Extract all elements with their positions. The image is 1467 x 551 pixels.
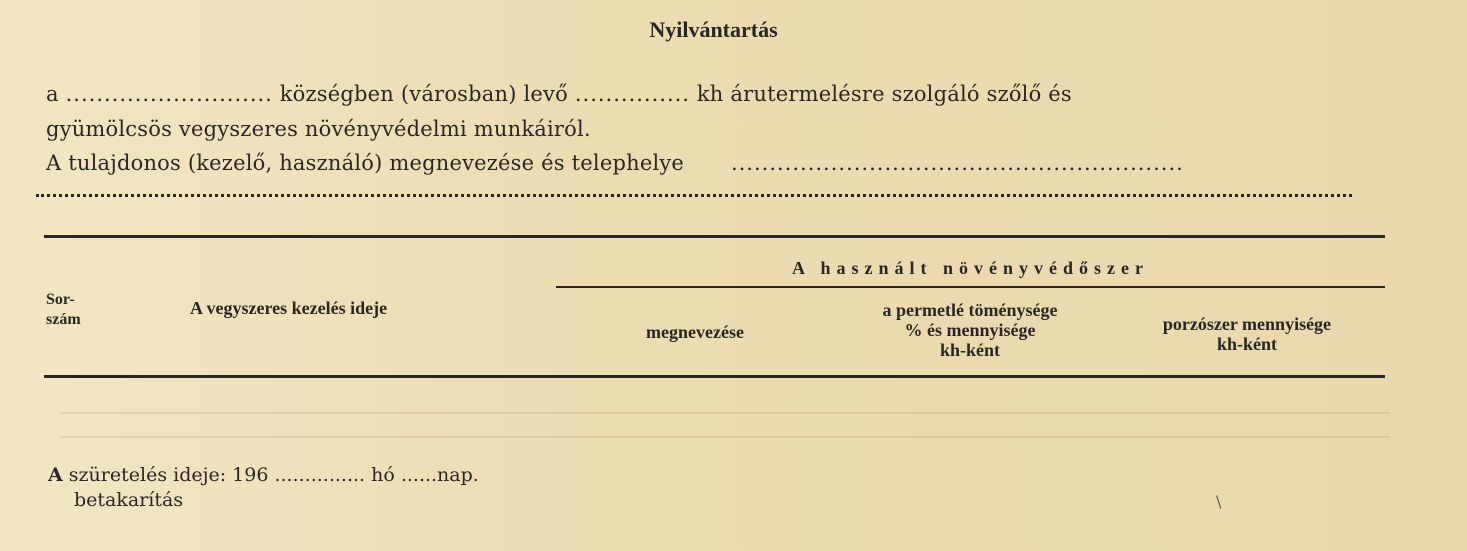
harvest-line — [48, 464, 479, 486]
header-kezeles-ideje: A vegyszeres kezelés ideje — [190, 298, 388, 318]
blank-owner-continued[interactable] — [36, 180, 1352, 197]
harvest-lead: A — [48, 464, 63, 486]
table-ruled-line — [60, 436, 1390, 438]
header-permetle: a permetlé töménysége % és mennyisége kh-ként — [882, 300, 1058, 360]
table-top-rule — [44, 235, 1385, 238]
header-sorszam-text: Sor- szám — [46, 291, 81, 328]
table-header-bottom-rule — [44, 375, 1385, 378]
page-title: Nyilvántartás — [649, 17, 778, 42]
blank-municipality[interactable]: ........................... — [65, 82, 273, 106]
intro-a: a — [46, 82, 59, 106]
header-porzoszer: porzószer mennyisége kh-ként — [1162, 314, 1332, 354]
header-novenyvedoszer: A használt növényvédőszer — [792, 258, 1149, 278]
header-megnevezese: megnevezése — [646, 322, 744, 342]
intro-line-2: gyümölcsös vegyszeres növényvédelmi munkáiról. — [46, 117, 591, 141]
owner-label: A tulajdonos (kezelő, használó) megnevezése és telephelye — [46, 151, 685, 175]
blank-owner[interactable]: ........................................................... — [730, 151, 1184, 175]
intro-line-3 — [46, 151, 1184, 175]
harvest-text[interactable]: szüretelés ideje: 196 ............... hó ......nap. — [68, 464, 479, 486]
intro-line-1 — [46, 82, 1072, 106]
blank-kh[interactable]: ............... — [574, 82, 690, 106]
stray-mark: \ — [1216, 492, 1222, 511]
header-sorszam — [46, 290, 81, 330]
betakaritas-label: betakarítás — [74, 489, 184, 511]
table-ruled-line — [60, 412, 1390, 414]
table-group-rule — [556, 286, 1385, 288]
intro-rest: kh árutermelésre szolgáló szőlő és — [696, 82, 1072, 106]
intro-kozsegben: községben (városban) levő — [279, 82, 568, 106]
